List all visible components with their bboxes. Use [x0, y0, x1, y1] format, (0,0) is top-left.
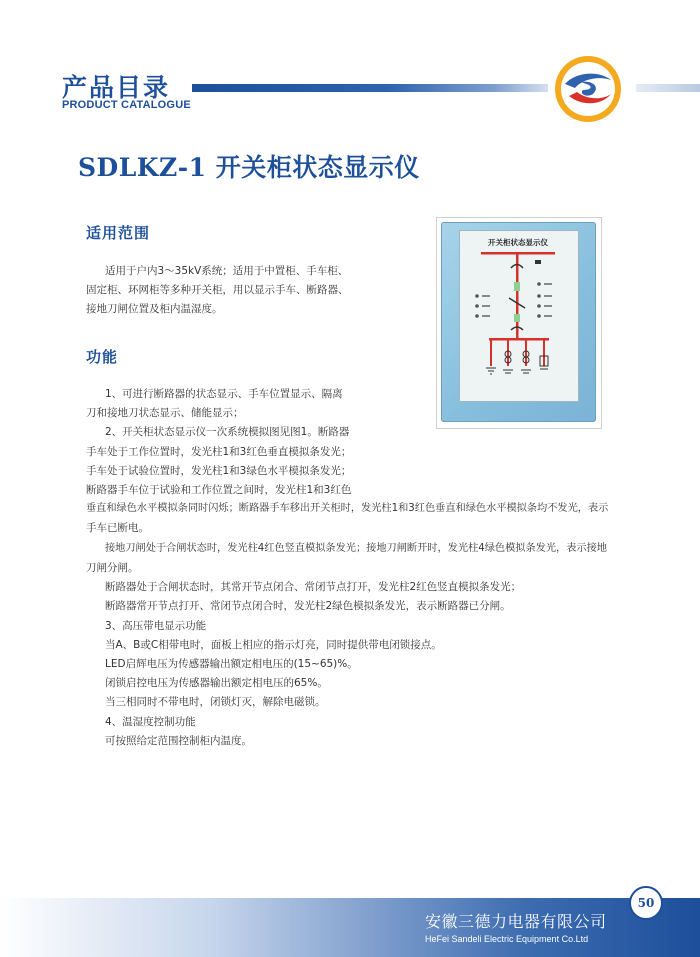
function-line-17: 当三相同时不带电时，闭锁灯灭，解除电磁锁。	[105, 696, 326, 708]
company-logo-icon	[553, 54, 623, 124]
function-line-7: 垂直和绿色水平模拟条同时闪烁；断路器手车移出开关柜时，发光柱1和3红色垂直和绿色水平模拟条均不发光，表示	[86, 503, 609, 514]
function-line-12: 断路器常开节点打开、常闭节点闭合时，发光柱2绿色模拟条发光，表示断路器已分闸。	[105, 600, 511, 612]
function-line-15: LED启辉电压为传感器输出额定相电压的(15~65)%。	[105, 658, 358, 670]
device-panel-title: 开关柜状态显示仪	[488, 238, 548, 247]
product-title: SDLKZ-1 开关柜状态显示仪	[78, 153, 420, 182]
function-line-18: 4、温湿度控制功能	[105, 716, 196, 728]
single-line-diagram-icon	[459, 246, 577, 396]
function-line-19: 可按照给定范围控制柜内温度。	[105, 735, 252, 747]
scope-heading: 适用范围	[86, 224, 151, 242]
function-line-9: 接地刀闸处于合闸状态时，发光柱4红色竖直模拟条发光；接地刀闸断开时，发光柱4绿色模拟条发光，表示接地	[105, 543, 607, 554]
header-rule	[192, 84, 548, 92]
company-name-en: HeFei Sandeli Electric Equipment Co.Ltd	[425, 934, 589, 944]
catalogue-title: 产品目录	[62, 73, 171, 102]
function-line-1: 1、可进行断路器的状态显示、手车位置显示、隔离	[105, 388, 343, 400]
function-line-13: 3、高压带电显示功能	[105, 620, 207, 632]
scope-line-2: 固定柜、环网柜等多种开关柜，用以显示手车、断路器、	[86, 284, 349, 296]
page-number: 50	[629, 886, 663, 920]
scope-line-3: 接地刀闸位置及柜内温湿度。	[86, 303, 223, 315]
header-rule-tail	[636, 84, 700, 92]
company-name-cn: 安徽三德力电器有限公司	[425, 912, 607, 931]
function-line-2: 刀和接地刀状态显示、储能显示；	[86, 407, 244, 419]
function-line-10: 刀闸分闸。	[86, 562, 139, 574]
function-line-11: 断路器处于合闸状态时，其常开节点闭合、常闭节点打开，发光柱2红色竖直模拟条发光；	[105, 581, 522, 593]
function-heading: 功能	[86, 348, 119, 366]
function-line-8: 手车已断电。	[86, 522, 149, 534]
function-line-14: 当A、B或C相带电时，面板上相应的指示灯亮，同时提供带电闭锁接点。	[105, 639, 442, 651]
function-line-5: 手车处于试验位置时，发光柱1和3绿色水平模拟条发光；	[86, 465, 352, 477]
function-line-6: 断路器手车位于试验和工作位置之间时，发光柱1和3红色	[86, 484, 352, 496]
function-line-3: 2、开关柜状态显示仪一次系统模拟图见图1。断路器	[105, 426, 350, 438]
scope-line-1: 适用于户内3～35kV系统；适用于中置柜、手车柜、	[105, 265, 349, 277]
function-line-4: 手车处于工作位置时，发光柱1和3红色垂直模拟条发光；	[86, 446, 352, 458]
catalogue-subtitle: PRODUCT CATALOGUE	[62, 99, 191, 111]
function-line-16: 闭锁启控电压为传感器输出额定相电压的65%。	[105, 677, 328, 689]
